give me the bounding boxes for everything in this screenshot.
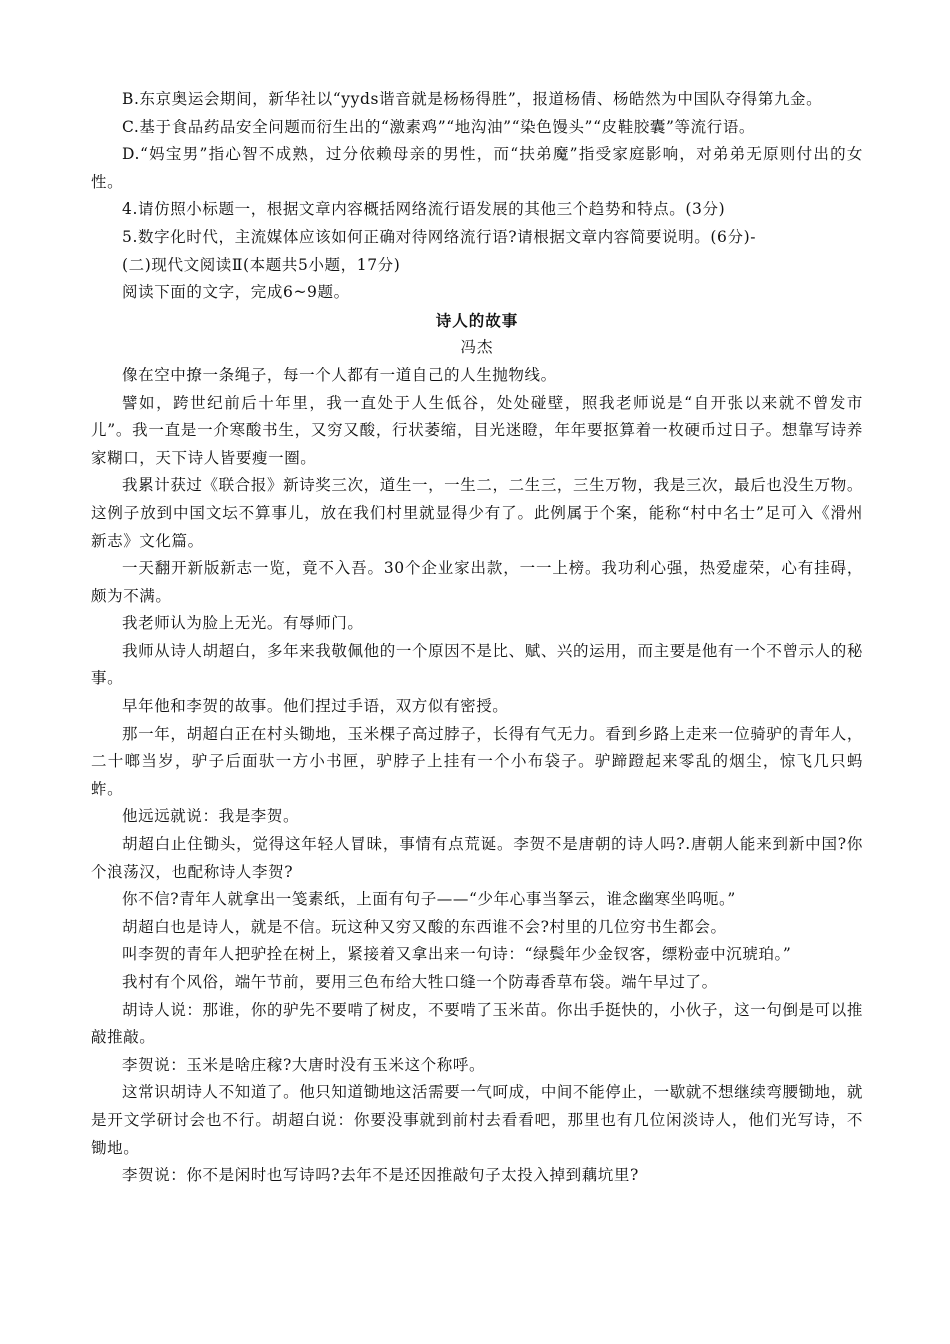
story-paragraph: 早年他和李贺的故事。他们捏过手语，双方似有密授。: [122, 697, 509, 716]
story-paragraph: 这常识胡诗人不知道了。他只知道锄地这活需要一气呵成，中间不能停止，一歇就不想继续弯腰锄地，就是开文学研讨会也不行。胡超白说：你要没事就到前村去看看吧，那里也有几位闲淡诗人，他们光写诗，不锄地。: [91, 1083, 863, 1157]
story-paragraph: 我村有个风俗，端午节前，要用三色布给大牲口缝一个防毒香草布袋。端午早过了。: [122, 973, 718, 991]
section-instruction: 阅读下面的文字，完成6~9题。: [122, 283, 350, 302]
story-paragraph: 我老师认为脸上无光。有辱师门。: [122, 614, 364, 633]
option-d: D.“妈宝男”指心智不成熟，过分依赖母亲的男性，而“扶弟魔”指受家庭影响，对弟弟无原则付出的女性。: [91, 145, 863, 191]
document-page: [91, 86, 863, 1190]
story-paragraph: 胡超白止住锄头，觉得这年轻人冒昧，事情有点荒诞。李贺不是唐朝的诗人吗?.唐朝人能来到新中国?你个浪荡汉，也配称诗人李贺?: [91, 835, 863, 881]
story-paragraph: 一天翻开新版新志一览，竟不入吾。30个企业家出款，一一上榜。我功利心强，热爱虚荣，心有挂碍，颇为不满。: [91, 559, 863, 605]
story-paragraph: 譬如，跨世纪前后十年里，我一直处于人生低谷，处处碰壁，照我老师说是“自开张以来就不曾发市儿”。我一直是一介寒酸书生，又穷又酸，行状萎缩，目光迷瞪，年年要抠算着一枚硬币过日子。想靠写诗养家糊口，天下诗人皆要瘦一圈。: [91, 393, 863, 467]
question-5: 5.数字化时代，主流媒体应该如何正确对待网络流行语?请根据文章内容简要说明。(6分)-: [122, 227, 757, 246]
story-paragraph: 我累计获过《联合报》新诗奖三次，道生一，一生二，二生三，三生万物，我是三次，最后也没生万物。这例子放到中国文坛不算事儿，放在我们村里就显得少有了。此例属于个案，能称“村中名士”足可入《滑州新志》文化篇。: [91, 476, 863, 550]
question-4: 4.请仿照小标题一，根据文章内容概括网络流行语发展的其他三个趋势和特点。(3分): [122, 200, 726, 219]
option-b: B.东京奥运会期间，新华社以“yyds谐音就是杨杨得胜”，报道杨倩、杨皓然为中国队夺得第九金。: [122, 90, 823, 108]
story-paragraph: 他远远就说：我是李贺。: [122, 807, 300, 826]
story-paragraph: 胡诗人说：那谁，你的驴先不要啃了树皮，不要啃了玉米苗。你出手挺快的，小伙子，这一句倒是可以推敲推敲。: [91, 1000, 863, 1047]
story-paragraph: 李贺说：你不是闲时也写诗吗?去年不是还因推敲句子太投入掉到藕坑里?: [122, 1166, 639, 1185]
option-c: C.基于食品药品安全问题而衍生出的“激素鸡”“地沟油”“染色馒头”“皮鞋胶囊”等流行语。: [122, 117, 756, 136]
section-heading: (二)现代文阅读Ⅱ(本题共5小题，17分): [122, 255, 401, 274]
story-paragraph: 叫李贺的青年人把驴拴在树上，紧接着又拿出来一句诗：“绿鬓年少金钗客，缥粉壶中沉琥珀。”: [122, 945, 792, 964]
story-paragraph: 那一年，胡超白正在村头锄地，玉米棵子高过脖子，长得有气无力。看到乡路上走来一位骑驴的青年人，二十啷当岁，驴子后面驮一方小书匣，驴脖子上挂有一个小布袋子。驴蹄蹬起来零乱的烟尘，惊飞几只蚂蚱。: [91, 724, 863, 798]
story-title: 诗人的故事: [435, 310, 519, 330]
story-paragraph: 李贺说：玉米是啥庄稼?大唐时没有玉米这个称呼。: [122, 1055, 486, 1074]
story-author: 冯杰: [460, 338, 494, 357]
story-paragraph: 你不信?青年人就拿出一笺素纸，上面有句子——“少年心事当拏云，谁念幽寒坐呜呃。”: [122, 890, 736, 909]
story-paragraph: 我师从诗人胡超白，多年来我敬佩他的一个原因不是比、赋、兴的运用，而主要是他有一个不曾示人的秘事。: [91, 641, 863, 688]
story-paragraph: 像在空中撩一条绳子，每一个人都有一道自己的人生抛物线。: [122, 365, 557, 384]
story-paragraph: 胡超白也是诗人，就是不信。玩这种又穷又酸的东西谁不会?村里的几位穷书生都会。: [122, 917, 727, 936]
